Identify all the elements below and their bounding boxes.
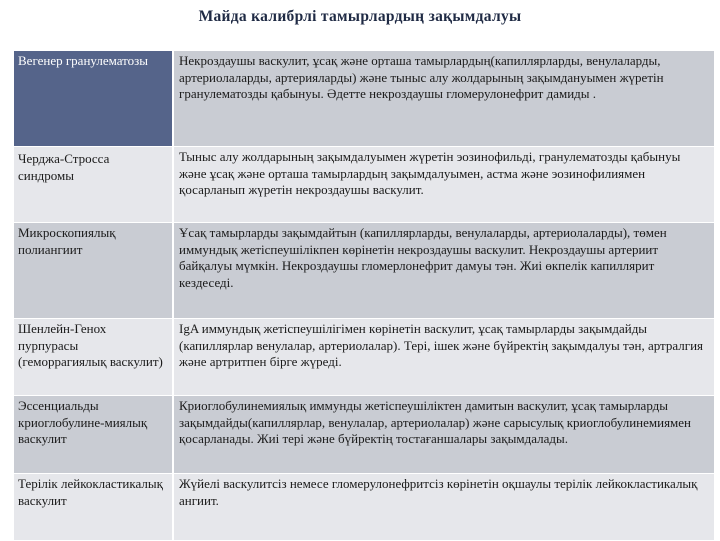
disease-name: Эссенциальды криоглобулине-миялық васкулит <box>14 396 174 473</box>
disease-description: IgA иммундық жетіспеушілігімен көрінетін васкулит, ұсақ тамырларды зақымдайды (капиллярлар венулалар, артериолалар). Тері, ішек және бүйректің зақымдалуы тән, артралгия және артритпен бірге жүреді. <box>174 319 714 395</box>
table-row <box>14 223 714 319</box>
slide-title: Майда калибрлі тамырлардың зақымдалуы <box>198 8 522 25</box>
disease-name: Вегенер гранулематозы <box>14 51 174 146</box>
disease-description: Жүйелі васкулитсіз немесе гломерулонефритсіз көрінетін оқшаулы терілік лейкокластикалық ангиит. <box>174 474 714 540</box>
table-row <box>14 319 714 396</box>
table-row <box>14 396 714 474</box>
disease-description: Ұсақ тамырларды зақымдайтын (капиллярларды, венулаларды, артериолаларды), төмен иммундық жетіспеушілікпен көрінетін некроздаушы васкулит. Некроздаушы артериит байқалуы мүмкін. Некроздаушы гломерлонефрит дамуы тән. Жиі өкпелік капиллярит кездеседі. <box>174 223 714 318</box>
disease-description: Тыныс алу жолдарының зақымдалуымен жүретін эозинофильді, гранулематозды қабынуы және ұсақ және орташа тамырлардың зақымдалуымен, астма және эозинофилиямен қосарланып жүретін некроздаушы васкулит. <box>174 147 714 222</box>
disease-description: Некроздаушы васкулит, ұсақ және орташа тамырлардың(капиллярларды, венулаларды, артериолаларды, артерияларды) және тыныс алу жолдарының зақымдануымен жүретін гранулематозды қабынуы. Әдетте некроздаушы гломерулонефрит дамиды . <box>174 51 714 146</box>
disease-description: Криоглобулинемиялық иммунды жетіспеушіліктен дамитын васкулит, ұсақ тамырларды зақымдайды(капиллярлар, венулалар, артериолалар) және сарысулық криоглобулинемиямен қосарланады. Жиі тері және бүйректің тостағаншалары зақымдалады. <box>174 396 714 473</box>
table-row <box>14 51 714 147</box>
table-row <box>14 147 714 223</box>
disease-name: Терілік лейкокластикалық васкулит <box>14 474 174 540</box>
disease-name: Шенлейн-Генох пурпурасы (геморрагиялық васкулит) <box>14 319 174 395</box>
table-row <box>14 474 714 541</box>
disease-name: Черджа-Стросса синдромы <box>14 147 174 222</box>
disease-name: Микроскопиялық полиангиит <box>14 223 174 318</box>
vasculitis-table <box>14 50 714 541</box>
